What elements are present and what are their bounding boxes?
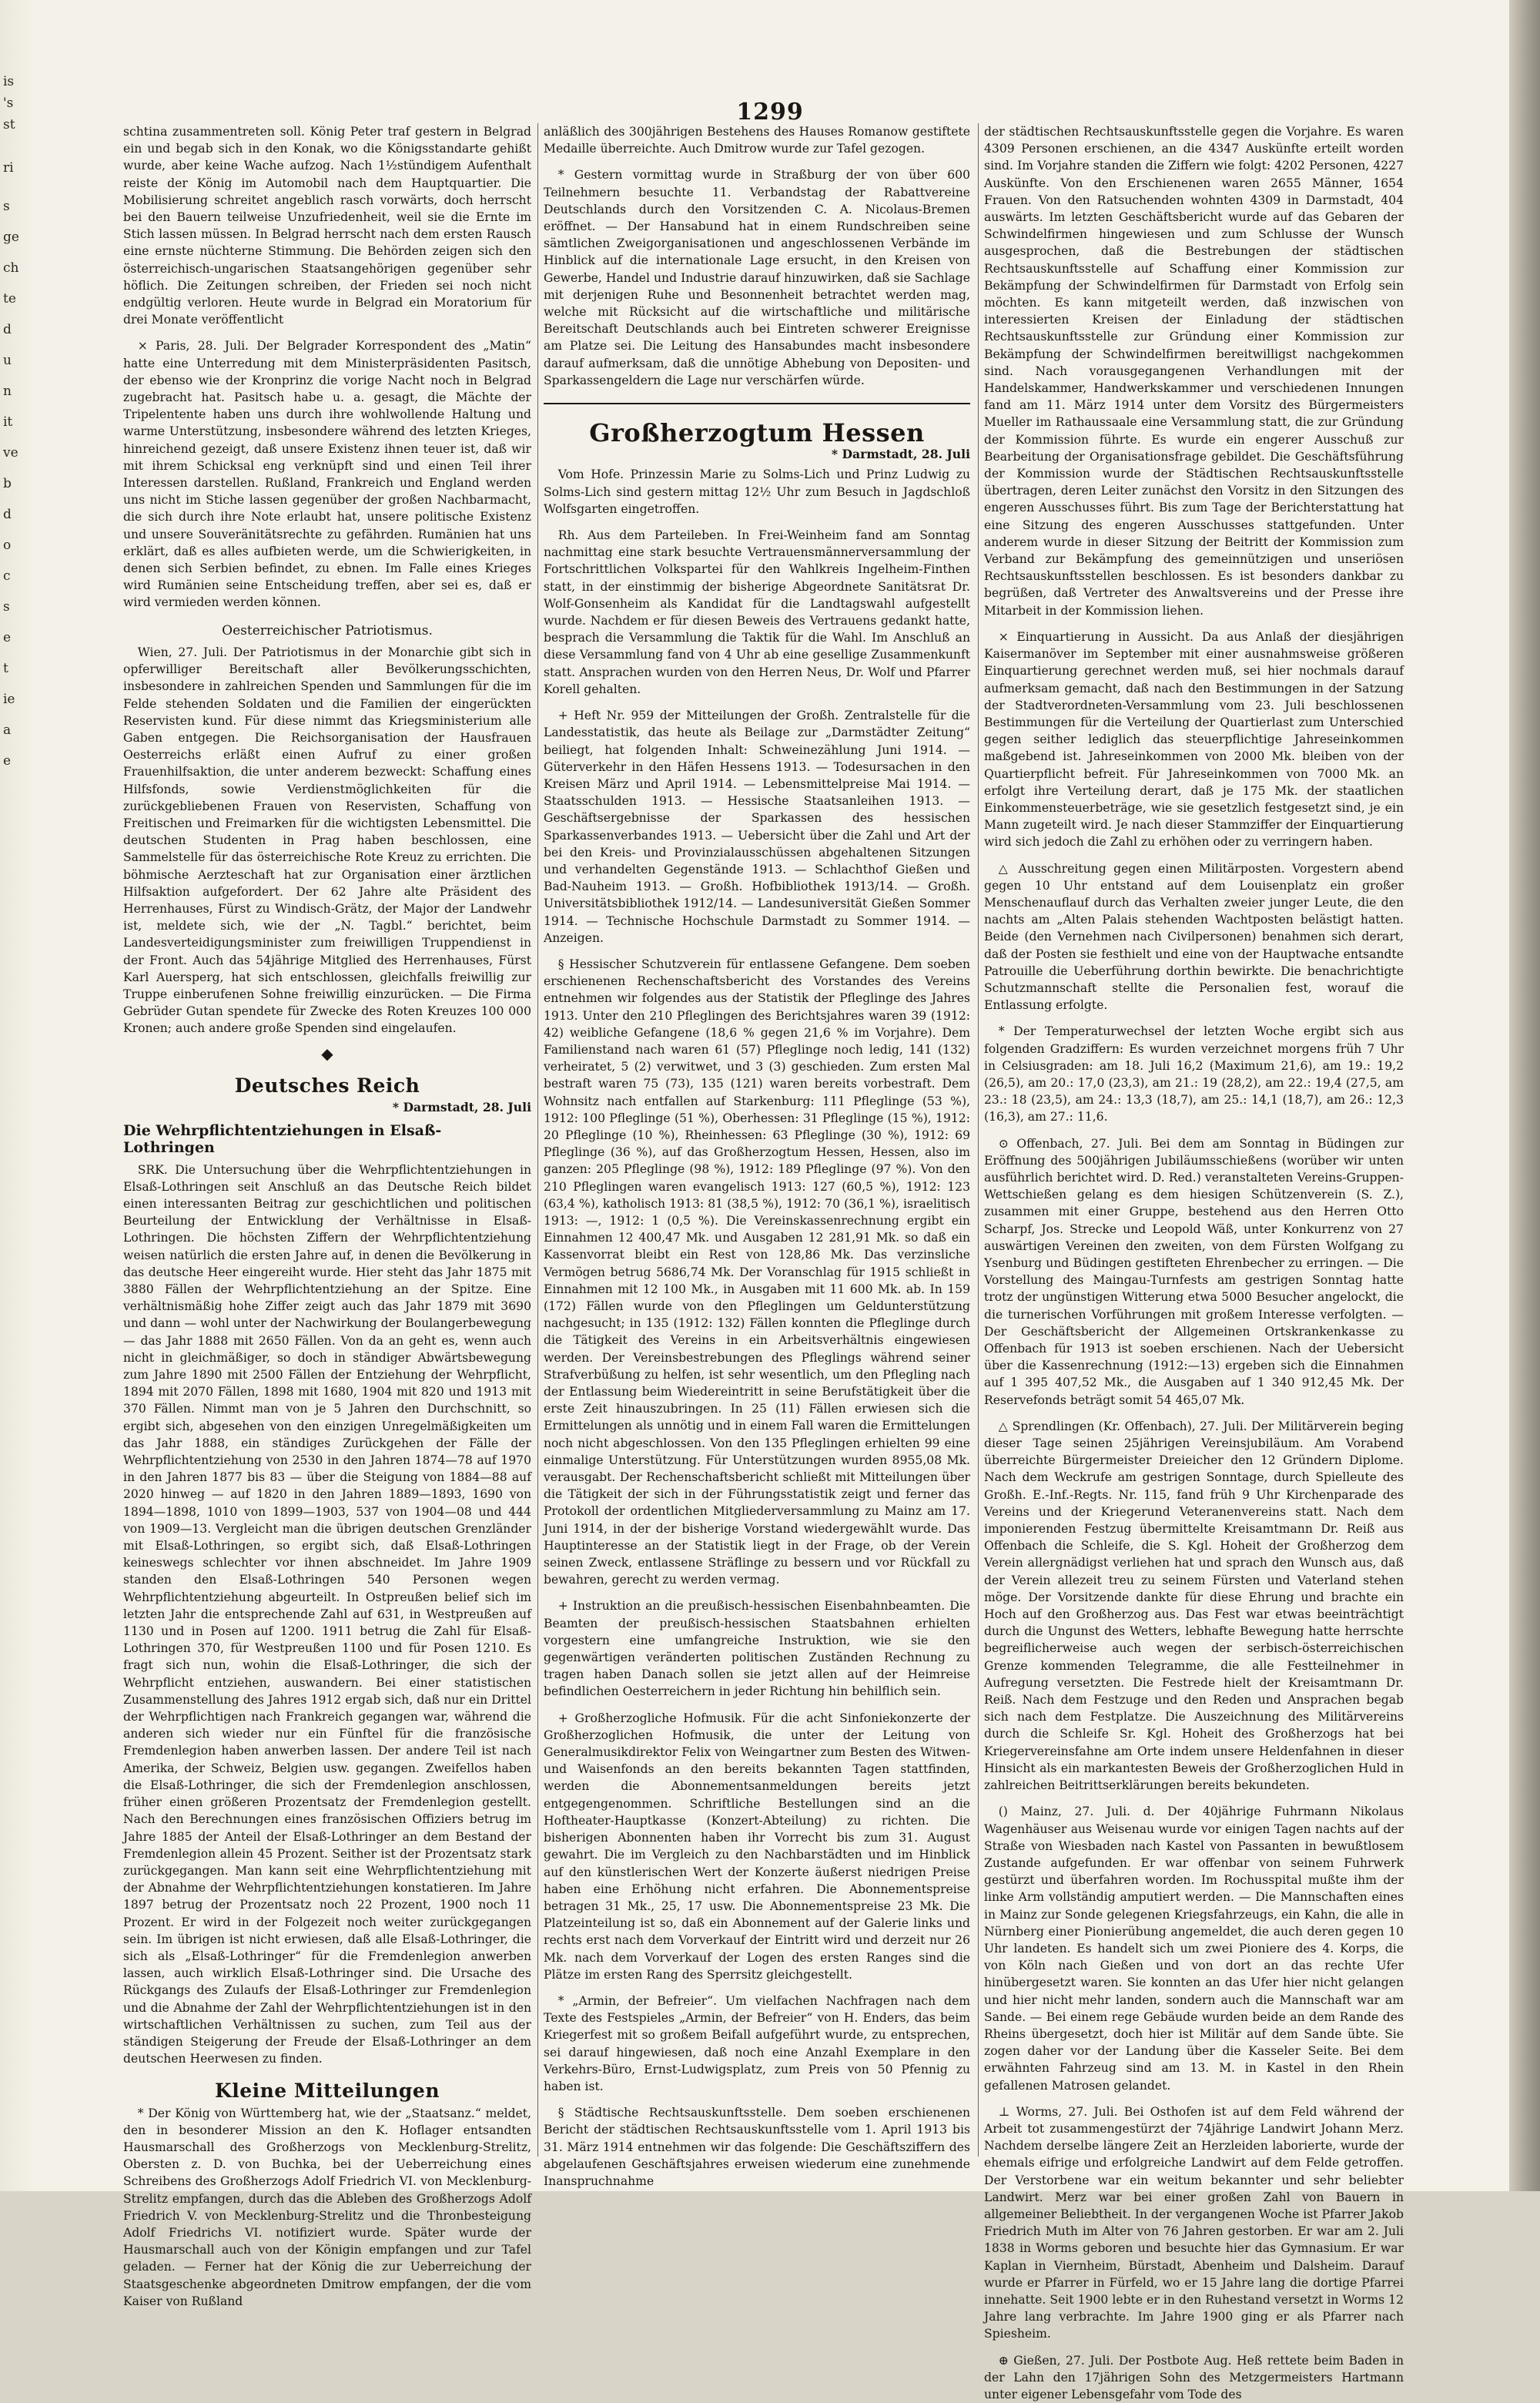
left-fragment: t [3,661,8,676]
left-fragment: d [3,322,12,337]
column-divider [978,123,979,2157]
page-number: 1299 [736,99,804,126]
section-heading-kleine-mitteilungen: Kleine Mitteilungen [215,2080,440,2103]
left-fragment: is [3,74,15,89]
ornament-divider: ◆ [321,1044,333,1063]
article-paragraph: * Gestern vormittag wurde in Straßburg der von über 600 Teilnehmern besuchte 11. Verbandstag der Rabattvereine Deutschlands durch den Vorsitzenden C. A. Nicolaus-Bremen eröffnet. — Der Hansabund hat in einem Rundschreiben seine sämtlichen Zweigorganisationen und angeschlossenen Verbände im Hinblick auf die internationale Lage ersucht, in den Kreisen von Gewerbe, Handel und Industrie darauf hinzuwirken, daß sie Sachlage mit derjenigen Ruhe und Besonnenheit betrachtet werden mag, welche mit Rücksicht auf die wirtschaftliche und militärische Bereitschaft Deutschlands auch bei Eintreten schwerer Ereignisse am Platze sei. Die Leitung des Hansabundes macht insbesondere darauf aufmerksam, daß die unnötige Abhebung von Depositen- und Sparkassengeldern die Lage nur verschärfen würde. [544,168,970,387]
article-paragraph: Rh. Aus dem Parteileben. In Frei-Weinheim fand am Sonntag nachmittag eine stark besuchte Vertrauensmännerversammlung der Fortschrittlichen Volkspartei für den Wahlkreis Ingelheim-Finthen statt, in der einstimmig der bisherige Abgeordnete Sanitätsrat Dr. Wolf-Gonsenheim als Kandidat für die Landtagswahl aufgestellt wurde. Nachdem er für diesen Beweis des Vertrauens gedankt hatte, besprach die Versammlung die Taktik für die Wahl. Im Anschluß an diese Versammlung fand von 4 Uhr ab eine gesellige Zusammenkunft statt. Ansprachen wurden von den Herren Neus, Dr. Wolf und Pfarrer Korell gehalten. [544,528,970,696]
article-paragraph: () Mainz, 27. Juli. d. Der 40jährige Fuhrmann Nikolaus Wagenhäuser aus Weisenau wurde vor einigen Tagen nachts auf der Straße von Wiesbaden nach Kastel von Passanten in bewußtlosem Zustande aufgefunden. Er war offenbar von seinem Fuhrwerk gestürzt und überfahren worden. Im Rochusspital mußte ihm der linke Arm vollständig amputiert werden. — Die Mannschaften eines in Mainz zur Sonde gelegenen Kriegsfahrzeugs, ein Kahn, die alle in Nürnberg einer Pionierübung angemeldet, die auch deren gegen 10 Uhr landeten. Es handelt sich um zwei Pioniere des 4. Korps, die von Köln nach Gießen und von dort an das rechte Ufer hinübergesetzt waren. Sie konnten an das Ufer hier nicht gelangen und hier nicht mehr landen, sondern auch die Mannschaft war am Sande. — Bei einem rege Gebäude wurden beide an dem Rande des Rheins übergesetzt, doch hier ist Militär auf dem Sande übte. Sie zogen daher vor der Landung über die Kasseler Seite. Bei dem erwähnten Fahrzeug sind am 13. M. in Kastel in den Rhein gefallenen Matrosen gelandet. [984,1805,1404,2093]
article-paragraph: + Instruktion an die preußisch-hessischen Eisenbahnbeamten. Die Beamten der preußisch-hessischen Staatsbahnen erhielten vorgestern eine umfangreiche Instruktion, wie sie den gegenwärtigen veränderten politischen Zuständen Rechnung zu tragen haben Danach sollen sie jetzt allen auf der Heimreise befindlichen Oesterreichern in jeder Richtung hin behilflich sein. [544,1599,970,1699]
article-paragraph: × Einquartierung in Aussicht. Da aus Anlaß der diesjährigen Kaisermanöver im September mit einer ausnahmsweise größeren Einquartierung gerechnet werden muß, sei hier nochmals darauf aufmerksam gemacht, daß nach den Bestimmungen in der Satzung der Stadtverordneten-Versammlung vom 23. Juli beschlossenen Bestimmungen für die Verteilung der Quartierlast zum Unterschied gegen seither lediglich das steuerpflichtige Jahreseinkommen maßgebend ist. Jahreseinkommen von 2000 Mk. bleiben von der Quartierpflicht befreit. Für Jahreseinkommen von 7000 Mk. an erfolgt ihre Verteilung derart, daß je 175 Mk. der staatlichen Einkommensteuerbeträge, wie sie gesetzlich festgesetzt sind, je ein Mann zugeteilt wird. Je nach dieser Stammziffer der Einquartierung wird sich jedoch die Zahl zu erhöhen oder zu verringern haben. [984,629,1404,850]
left-fragment: b [3,476,12,491]
section-heading-deutsches-reich: Deutsches Reich [234,1074,420,1097]
left-fragment: c [3,568,11,584]
article-paragraph: § Hessischer Schutzverein für entlassene Gefangene. Dem soeben erschienenen Rechenschaftsbericht des Vorstandes des Vereins entnehmen wir folgendes aus der Statistik der Pfleglinge des Jahres 1913. Unter den 210 Pfleglingen des Berichtsjahres waren 39 (1912: 42) weibliche Gefangene (18,6 % gegen 21,6 % im Vorjahre). Dem Familienstand nach waren 61 (57) Pfleglinge noch ledig, 141 (132) verheiratet, 5 (2) verwitwet, und 3 (3) geschieden. Zum ersten Mal bestraft waren 75 (73), 135 (121) waren bereits vorbestraft. Dem Wohnsitz nach entfallen auf Starkenburg: 111 Pfleglinge (53 %), 1912: 100 Pfleglinge (51 %), Oberhessen: 31 Pfleglinge (15 %), 1912: 20 Pfleglinge (10 %), Rheinhessen: 63 Pfleglinge (30 %), 1912: 69 Pfleglinge (36 %), auf das Großherzogtum Hessen, Hessen, also im ganzen: 205 Pfleglinge (98 %), 1912: 189 Pfleglinge (97 %). Von den 210 Pfleglingen waren evangelisch 1913: 127 (60,5 %), 1912: 123 (63,4 %), katholisch 1913: 81 (38,5 %), 1912: 70 (36,1 %), israelitisch 1913: —, 1912: 1 (0,5 %). Die Vereinskassenrechnung ergibt ein Einnahmen 12 400,47 Mk. und Ausgaben 12 281,91 Mk. so daß ein Kassenvorrat bleibt ein Rest von 128,86 Mk. Das verzinsliche Vermögen betrug 5686,74 Mk. Der Voranschlag für 1915 schließt in Einnahmen mit 12 100 Mk., in Ausgaben mit 11 600 Mk. ab. In 159 (172) Fällen wurde von den Pfleglingen um Geldunterstützung nachgesucht; in 135 (1912: 132) Fällen konnten die Pfleglinge durch die Tätigkeit des Vereins in ein Arbeitsverhältnis eingewiesen werden. Der Vereinsbestrebungen des Pfleglings während seiner Strafverbüßung zu helfen, ist sehr wesentlich, um den Pflegling nach der Entlassung beim Wiedereintritt in seine Berufstätigkeit über die erste Zeit hinauszubringen. In 25 (11) Fällen erwiesen sich die Ermittelungen als unnötig und in einem Fall waren die Ermittelungen noch nicht abgeschlossen. Von den 135 Pfleglingen erhielten 99 eine einmalige Unterstützung. Für Unterstützungen wurden 8955,08 Mk. verausgabt. Der Rechenschaftsbericht schließt mit Mitteilungen über die Tätigkeit der sich in der Führungsstatistik zeigt und ferner das Protokoll der ordentlichen Mitgliederversammlung zu Mainz am 17. Juni 1914, in der der bisherige Vorstand wiedergewählt wurde. Das Hauptinteresse an der Statistik liegt in der Frage, ob der Verein seinen Zweck, entlassene Sträflinge zu bessern und vor Rückfall zu bewahren, gerecht zu werden vermag. [544,957,970,1587]
article-paragraph: § Städtische Rechtsauskunftsstelle. Dem soeben erschienenen Bericht der städtischen Rechtsauskunftsstelle vom 1. April 1913 bis 31. März 1914 entnehmen wir das folgende: Die Geschäftsziffern des abgelaufenen Geschäftsjahres erweisen wiederum eine zunehmende Inanspruchnahme [544,2106,970,2188]
article-paragraph: + Großherzogliche Hofmusik. Für die acht Sinfoniekonzerte der Großherzoglichen Hofmusik, die unter der Leitung von Generalmusikdirektor Felix von Weingartner zum Besten des Witwen- und Waisenfonds an den bereits bekannten Tagen stattfinden, werden die Abonnementsanmeldungen bereits jetzt entgegengenommen. Schriftliche Bestellungen sind an die Hoftheater-Hauptkasse (Konzert-Abteilung) zu richten. Die bisherigen Abonnenten haben ihr Vorrecht bis zum 31. August gewahrt. Die im Vergleich zu den Nachbarstädten und im Hinblick auf den künstlerischen Wert der Konzerte äußerst niedrigen Preise haben eine Erhöhung nicht erfahren. Die Abonnementspreise betragen 31 Mk., 25, 17 usw. Die Abonnementspreise 23 Mk. Die Platzeinteilung ist so, daß ein Abonnement auf der Galerie links und rechts erst nach dem Vorverkauf der Eintritt wird und derzeit nur 26 Mk. nach dem Vorverkauf der Logen des ersten Ranges sind die Plätze im ersten Rang des Sperrsitz gleichgestellt. [544,1711,970,1982]
article-paragraph: △ Ausschreitung gegen einen Militärposten. Vorgestern abend gegen 10 Uhr entstand auf dem Louisenplatz ein großer Menschenauflauf durch das Verhalten zweier junger Leute, die den nachts am „Alten Palais stehenden Wachtposten belästigt hatten. Beide (den Vernehmen nach Civilpersonen) benahmen sich derart, daß der Posten sie festhielt und eine von der Hauptwache entsandte Patrouille die Ueberführung dorthin bewirkte. Die benachrichtigte Schutzmannschaft stellte die Personalien fest, worauf die Entlassung erfolgte. [984,861,1404,1013]
article-paragraph: + Heft Nr. 959 der Mitteilungen der Großh. Zentralstelle für die Landesstatistik, das heute als Beilage zur „Darmstädter Zeitung“ beiliegt, hat folgenden Inhalt: Schweinezählung Juni 1914. —Güterverkehr in den Häfen Hessens 1913. — Todesursachen in den Kreisen März und April 1914. — Lebensmittelpreise Mai 1914. — Staatsschulden 1913. — Hessische Staatsanleihen 1913. — Geschäftsergebnisse der Sparkassen des hessischen Sparkassenverbandes 1913. — Uebersicht über die Zahl und Art der bei den Kreis- und Provinzialausschüssen abgehaltenen Sitzungen und verhandelten Gegenstände 1913. — Schlachthof Gießen und Bad-Nauheim 1913. — Großh. Hofbibliothek 1913/14. — Großh. Universitätsbibliothek 1912/14. — Landesuniversität Gießen Sommer 1914. — Technische Hochschule Darmstadt zu Sommer 1914. — Anzeigen. [544,709,970,945]
left-fragment: u [3,353,12,368]
column-divider [537,123,538,2157]
left-fragment: n [3,384,12,399]
left-fragment: s [3,199,10,214]
article-paragraph: SRK. Die Untersuchung über die Wehrpflichtentziehungen in Elsaß-Lothringen seit Anschluß an das Deutsche Reich bildet einen interessanten Beitrag zur geschichtlichen und politischen Beurteilung der Entwicklung der Verhältnisse in Elsaß-Lothringen. Die höchsten Ziffern der Wehrpflichtentziehung weisen natürlich die ersten Jahre auf, in denen die Bevölkerung in das deutsche Heer eingereiht wurde. Hier steht das Jahr 1875 mit 3880 Fällen der Wehrpflichtentziehung an der Spitze. Eine verhältnismäßig hohe Ziffer zeigt auch das Jahr 1879 mit 3690 und dann — wohl unter der Nachwirkung der Boulangerbewegung — das Jahr 1888 mit 2650 Fällen. Von da an geht es, wenn auch nicht in gleichmäßiger, so doch in ständiger Abwärtsbewegung zum Jahre 1890 mit 2500 Fällen der Entziehung der Wehrpflicht, 1894 mit 2070 Fällen, 1898 mit 1680, 1904 mit 820 und 1913 mit 370 Fällen. Nimmt man von je 5 Jahren den Durchschnitt, so ergibt sich, abgesehen von den einzigen Unregelmäßigkeiten um das Jahr 1888, ein ständiges Zurückgehen der Fälle der Wehrpflichtentziehung von 2530 in den Jahren 1874—78 auf 1970 in den Jahren 1877 bis 83 — über die Steigung von 1884—88 auf 2020 hinweg — auf 1820 in den Jahren 1889—1893, 1690 von 1894—1898, 1010 von 1899—1903, 537 von 1904—08 und 444 von 1909—13. Vergleicht man die übrigen deutschen Grenzländer mit Elsaß-Lothringen, so ergibt sich, daß Elsaß-Lothringen keineswegs schlechter vor ihnen abschneidet. Im Jahre 1909 standen den Elsaß-Lothringen 540 Personen wegen Wehrpflichtentziehung abgeurteilt. In Ostpreußen belief sich im letzten Jahr die entsprechende Zahl auf 631, in Westpreußen auf 1130 und in Posen auf 1200. 1911 betrug die Zahl für Elsaß-Lothringen 370, für Westpreußen 1100 und für Posen 1210. Es fragt sich nun, wohin die Elsaß-Lothringer, die sich der Wehrpflicht entziehen, auswandern. Bei einer statistischen Zusammenstellung des Jahres 1912 ergab sich, daß nur ein Drittel der Wehrpflichtigen nach Frankreich gegangen war, während die anderen sich wieder nur ein Fünftel für die französische Fremdenlegion haben anwerben lassen. Der andere Teil ist nach Amerika, der Schweiz, Belgien usw. gegangen. Zweifellos haben die Elsaß-Lothringer, die sich der Fremdenlegion anschlossen, früher einen größeren Prozentsatz der Fremdenlegion gestellt. Nach den Berechnungen eines französischen Offiziers betrug im Jahre 1885 der Anteil der Elsaß-Lothringer an dem Bestand der Fremdenlegion allein 45 Prozent. Seither ist der Prozentsatz stark zurückgegangen. Man kann seit eine Wehrpflichtentziehung mit der Abnahme der Wehrpflichtentziehungen konstatieren. Im Jahre 1897 betrug der Prozentsatz noch 22 Prozent, 1900 noch 11 Prozent. Er wird in der Folgezeit noch weiter zurückgegangen sein. Im übrigen ist nicht erwiesen, daß alle Elsaß-Lothringer, die sich als „Elsaß-Lothringer“ für die Fremdenlegion anwerben lassen, auch wirklich Elsaß-Lothringer sind. Die Ursache des Rückgangs des Zulaufs der Elsaß-Lothringer zur Fremdenlegion und die Abnahme der Zahl der Wehrpflichtentziehungen ist in den wirtschaftlichen Verhältnissen zu suchen, zum Teil aus der ständigen Steigerung der Freude der Elsaß-Lothringer an dem deutschen Heerwesen zu finden. [123,1162,531,2066]
column-3 [984,123,1404,2401]
dateline: * Darmstadt, 28. Juli [831,447,970,462]
left-margin-strip [0,0,35,2191]
article-paragraph: * „Armin, der Befreier“. Um vielfachen Nachfragen nach dem Texte des Festspieles „Armin, der Befreier“ von H. Enders, das beim Kriegerfest mit so großem Beifall aufgeführt wurde, zu entsprechen, sei darauf hingewiesen, daß noch eine Anzahl Exemplare in den Verkehrs-Büro, Ernst-Ludwigsplatz, zum Preis von 50 Pfennig zu haben ist. [544,1993,970,2093]
article-paragraph: * Der König von Württemberg hat, wie der „Staatsanz.“ meldet, den in besonderer Mission an den K. Hoflager entsandten Hausmarschall des Großherzogs von Mecklenburg-Strelitz, Obersten z. D. von Buchka, bei der Ueberreichung eines Schreibens des Großherzogs Adolf Friedrich VI. von Mecklenburg-Strelitz empfangen, durch das die Ableben des Großherzogs Adolf Friedrich V. von Mecklenburg-Strelitz und die Thronbesteigung Adolf Friedrichs VI. notifiziert wurde. Später wurde der Hausmarschall auch von der Königin empfangen und zur Tafel geladen. — Ferner hat der König die zur Ueberreichung der Staatsgeschenke abgeordneten Dmitrow empfangen, der die vom Kaiser von Rußland [123,2106,531,2308]
article-paragraph: ⊥ Worms, 27. Juli. Bei Osthofen ist auf dem Feld während der Arbeit tot zusammengestürzt der 74jährige Landwirt Johann Merz. Nachdem derselbe längere Zeit an Herzleiden laborierte, wurde der ehemals eifrige und erfolgreiche Landwirt auf dem Felde getroffen. Der Verstorbene war ein weitum bekannter und sehr beliebter Landwirt. Merz war bei einer großen Zahl von Bauern in allgemeiner Beliebtheit. In der vergangenen Woche ist Pfarrer Jakob Friedrich Muth im Alter von 76 Jahren gestorben. Er war am 2. Juli 1838 in Worms geboren und besuchte hier das Gymnasium. Er war Kaplan in Viernheim, Bürstadt, Abenheim und Dalsheim. Darauf wurde er Pfarrer in Fürfeld, wo er 15 Jahre lang die dortige Pfarrei innehatte. Seit 1900 lebte er in den Ruhestand versetzt in Worms 12 Jahre lang verbrachte. Im Jahre 1900 ging er als Pfarrer nach Spiesheim. [984,2104,1404,2341]
left-fragment: ri [3,160,14,176]
left-fragment: o [3,538,12,553]
article-paragraph: × Paris, 28. Juli. Der Belgrader Korrespondent des „Matin“ hatte eine Unterredung mit dem Ministerpräsidenten Pasitsch, der ebenso wie der Kronprinz die vorige Nacht noch in Belgrad zugebracht hat. Pasitsch habe u. a. gesagt, die Mächte der Tripelentente haben uns durch ihre wohlwollende Haltung und warme Unterstützung, insbesondere während des letzten Krieges, hinreichend gezeigt, daß unsere Existenz ihnen teuer ist, daß wir mit ihrem Schicksal eng verknüpft sind und einen Teil ihrer Interessen darstellen. Rußland, Frankreich und England werden uns nicht im Stiche lassen gegenüber der großen Nachbarmacht, die sich durch ihre Note erlaubt hat, unsere politische Existenz und unsere Souveränitätsrechte zu gefährden. Rumänien hat uns erklärt, daß es alles aufbieten werde, um die Schwierigkeiten, in denen sich Serbien befindet, zu ebnen. Im Falle eines Krieges wird Rumänien seine Entscheidung treffen, aber sei es, daß er wird vermieden werden können. [123,339,531,610]
article-paragraph: * Der Temperaturwechsel der letzten Woche ergibt sich aus folgenden Gradziffern: Es wurden verzeichnet morgens früh 7 Uhr in Celsiusgraden: am 18. Juli 16,2 (Maximum 21,6), am 19.: 19,2 (26,5), am 20.: 17,0 (23,3), am 21.: 19 (28,2), am 22.: 19,4 (27,5, am 23.: 18 (23,5), am 24.: 13,3 (18,7), am 25.: 14,1 (18,7), am 26.: 12,3 (16,3), am 27.: 11,6. [984,1024,1404,1124]
horizontal-rule [544,403,970,404]
left-fragment: s [3,599,10,615]
article-paragraph: schtina zusammentreten soll. König Peter traf gestern in Belgrad ein und begab sich in den Konak, wo die Königsstandarte gehißt wurde, aber keine Wache aufzog. Nach 1½stündigem Aufenthalt reiste der König im Automobil nach dem Hauptquartier. Die Mobilisierung schreitet angeblich rasch vorwärts, doch herrscht bei den Bauern teilweise Unzufriedenheit, weil sie die Ernte im Stich lassen müssen. In Belgrad herrscht nach dem ersten Rausch eine ernste nüchterne Stimmung. Die Behörden zeigen sich den österreichisch-ungarischen Staatsangehörigen gegenüber sehr höflich. Die Zeitungen schreiben, der Frieden sei noch nicht endgültig verloren. Heute wurde in Belgrad ein Moratorium für drei Monate veröffentlicht [123,125,531,327]
left-fragment: a [3,722,12,738]
article-paragraph: ⊕ Gießen, 27. Juli. Der Postbote Aug. Heß rettete beim Baden in der Lahn den 17jährigen Sohn des Metzgermeisters Hartmann unter eigener Lebensgefahr vom Tode des [984,2353,1404,2401]
section-heading-grossherzogtum-hessen: Großherzogtum Hessen [589,418,925,448]
left-fragment: ve [3,445,18,461]
article-paragraph: △ Sprendlingen (Kr. Offenbach), 27. Juli. Der Militärverein beging dieser Tage seinen 25jährigen Vereinsjubiläum. Am Vorabend überreichte Bürgermeister Dreieicher den 12 Gründern Diplome. Nach dem Weckrufe am gestrigen Sonntage, durch Spielleute des Großh. E.-Inf.-Regts. Nr. 115, fand früh 9 Uhr Kirchenparade des Vereins und der Kriegerund Veteranenvereins statt. Nach dem imponierenden Festzug übermittelte Kreisamtmann Dr. Reiß aus Offenbach die Schleife, die S. Kgl. Hoheit der Großherzog dem Verein allergnädigst verliehen hat und sprach den Wunsch aus, daß der Verein allezeit treu zu seinem Fürsten und Vaterland stehen möge. Der Vorsitzende dankte für diese Ehrung und brachte ein Hoch auf den Großherzog aus. Das Fest war etwas beeinträchtigt durch die Ungunst des Wetters, lebhafte Bewegung hatte herrschte begreiflicherweise auch wegen der serbisch-österreichischen Grenze kommenden Telegramme, die alle Festteilnehmer in Aufregung versetzten. Die Festrede hielt der Kreisamtmann Dr. Reiß. Nach dem Festzuge und den Reden und Ansprachen begab sich nach dem Festplatze. Die Auszeichnung des Militärvereins durch die Schleife Sr. Kgl. Hoheit des Großherzogs hat bei Kriegervereinsfahne am Orte indem unsere Heldenfahnen in dieser Hinsicht als ein markantesten Beweis der Großherzoglichen Huld in zahlreichen Beitrittserklärungen bereits bekundeten. [984,1419,1404,1793]
article-paragraph: anläßlich des 300jährigen Bestehens des Hauses Romanow gestiftete Medaille überreichte. Auch Dmitrow wurde zur Tafel gezogen. [544,125,970,156]
article-paragraph: ⊙ Offenbach, 27. Juli. Bei dem am Sonntag in Büdingen zur Eröffnung des 500jährigen Jubiläumsschießens (worüber wir unten ausführlich berichtet wird. D. Red.) veranstalteten Vereins-Gruppen-Wettschießen gelang es dem hiesigen Schützenverein (S. Z.), zusammen mit einer Gruppe, bestehend aus den Herren Otto Scharpf, Jos. Strecke und Leopold Wäß, unter Konkurrenz von 27 auswärtigen Vereinen den zweiten, von dem Fürsten Wolfgang zu Ysenburg und Büdingen gestifteten Ehrenbecher zu erringen. — Die Vorstellung des Maingau-Turnfests am gestrigen Sonntag hatte trotz der ungünstigen Witterung etwa 5000 Besucher angelockt, die die turnerischen Vorführungen mit großem Interesse verfolgten. — Der Geschäftsbericht der Allgemeinen Ortskrankenkasse zu Offenbach für 1913 ist soeben erschienen. Nach der Uebersicht über die Kassenrechnung (1912:—13) ergeben sich die Einnahmen auf 1 395 407,52 Mk., die Ausgaben auf 1 340 912,45 Mk. Der Reservefonds beträgt somit 54 465,07 Mk. [984,1136,1404,1407]
article-paragraph: Vom Hofe. Prinzessin Marie zu Solms-Lich und Prinz Ludwig zu Solms-Lich sind gestern mittag 12½ Uhr zum Besuch in Jagdschloß Wolfsgarten eingetroffen. [544,468,970,516]
left-fragment: e [3,753,12,769]
column-1 [123,123,531,2308]
left-fragment: it [3,414,13,430]
left-fragment: te [3,291,16,307]
left-fragment: d [3,507,12,522]
article-paragraph: der städtischen Rechtsauskunftsstelle gegen die Vorjahre. Es waren 4309 Personen erschienen, an die 4347 Auskünfte erteilt worden sind. Im Vorjahre standen die Ziffern wie folgt: 4202 Personen, 4227 Auskünfte. Von den Erschienenen waren 2655 Männer, 1654 Frauen. Von den Ratsuchenden wohnten 4309 in Darmstadt, 404 auswärts. Im letzten Geschäftsbericht wurde auf das Gebaren der Schwindelfirmen hingewiesen und zum Schlusse der Wunsch ausgesprochen, daß die Bestrebungen der städtischen Rechtsauskunftsstelle auf Schaffung einer Kommission zur Bekämpfung der Schwindelfirmen für Darmstadt von Erfolg sein möchten. Es kann mitgeteilt werden, daß inzwischen von interessierten Kreisen der Einladung der städtischen Rechtsauskunftsstelle zur Gründung einer Kommission zur Bekämpfung der Schwindelfirmen bereitwilligst nachgekommen sind. Nach vorausgegangenen Verhandlungen mit der Handelskammer, Handwerkskammer und verschiedenen Innungen fand am 11. März 1914 unter dem Vorsitz des Bürgermeisters Mueller im Rathaussaale eine Versammlung statt, die zur Gründung der Kommission führte. Es wurde ein engerer Ausschuß zur Bearbeitung der Organisationsfrage gebildet. Die Geschäftsführung der Kommission wurde der Städtischen Rechtsauskunftsstelle übertragen, deren Leiter zunächst den Vorsitz in den Sitzungen des engeren Ausschusses führt. Bis zum Tage der Berichterstattung hat eine Sitzung des engeren Ausschusses stattgefunden. Unter anderem wurde in dieser Sitzung der Beitritt der Kommission zum Verband zur Bekämpfung des gemeinnützigen und unseriösen Rechtsauskunftsstellen beschlossen. Es ist besonders dankbar zu begrüßen, daß Vertreter des Anwaltsvereins und der Presse ihre Mitarbeit in der Kommission liehen. [984,125,1404,618]
left-fragment: ge [3,230,19,245]
right-binding-shadow [1509,0,1540,2191]
dateline: * Darmstadt, 28. Juli [392,1099,531,1114]
left-fragment: e [3,630,12,645]
left-fragment: ch [3,260,19,276]
section-subheading: Oesterreichischer Patriotismus. [222,622,433,638]
column-2 [544,123,970,2188]
article-headline: Die Wehrpflichtentziehungen in Elsaß-Lothringen [123,1122,442,1157]
article-paragraph: Wien, 27. Juli. Der Patriotismus in der Monarchie gibt sich in opferwilliger Bereitschaft aller Bevölkerungsschichten, insbesondere in zahlreichen Spenden und Sammlungen für die im Felde stehenden Soldaten und die Familien der eingerückten Reservisten kund. Für diese nimmt das Kriegsministerium alle Gaben entgegen. Die Reichsorganisation der Hausfrauen Oesterreichs erläßt einen Aufruf zu einer großen Frauenhilfsaktion, die unter anderem bezweckt: Schaffung eines Hilfsfonds, sowie Verdienstmöglichkeiten für die zurückgebliebenen Frauen von Reservisten, Schaffung von Freitischen und Freimarken für die wichtigsten Lebensmittel. Die deutschen Studenten in Prag haben beschlossen, eine Sammelstelle für das österreichische Rote Kreuz zu errichten. Die böhmische Aerzteschaft hat zur Organisation einer ärztlichen Hilfsaktion aufgefordert. Der 62 Jahre alte Präsident des Herrenhauses, Fürst zu Windisch-Grätz, der Major der Landwehr ist, meldete sich, wie der „N. Tagbl.“ berichtet, beim Landesverteidigungsminister zum freiwilligen Truppendienst in der Front. Auch das 54jährige Mitglied des Herrenhauses, Fürst Karl Auersperg, hat sich entschlossen, gleichfalls freiwillig zur Truppe einberufenen Sohne freiwillig einzurücken. — Die Firma Gebrüder Gutan spendete für Zwecke des Roten Kreuzes 100 000 Kronen; auch andere große Spenden sind eingelaufen. [123,645,531,1036]
left-fragment: ie [3,692,15,707]
left-fragment: st [3,117,15,132]
left-fragment: 's [3,96,14,111]
